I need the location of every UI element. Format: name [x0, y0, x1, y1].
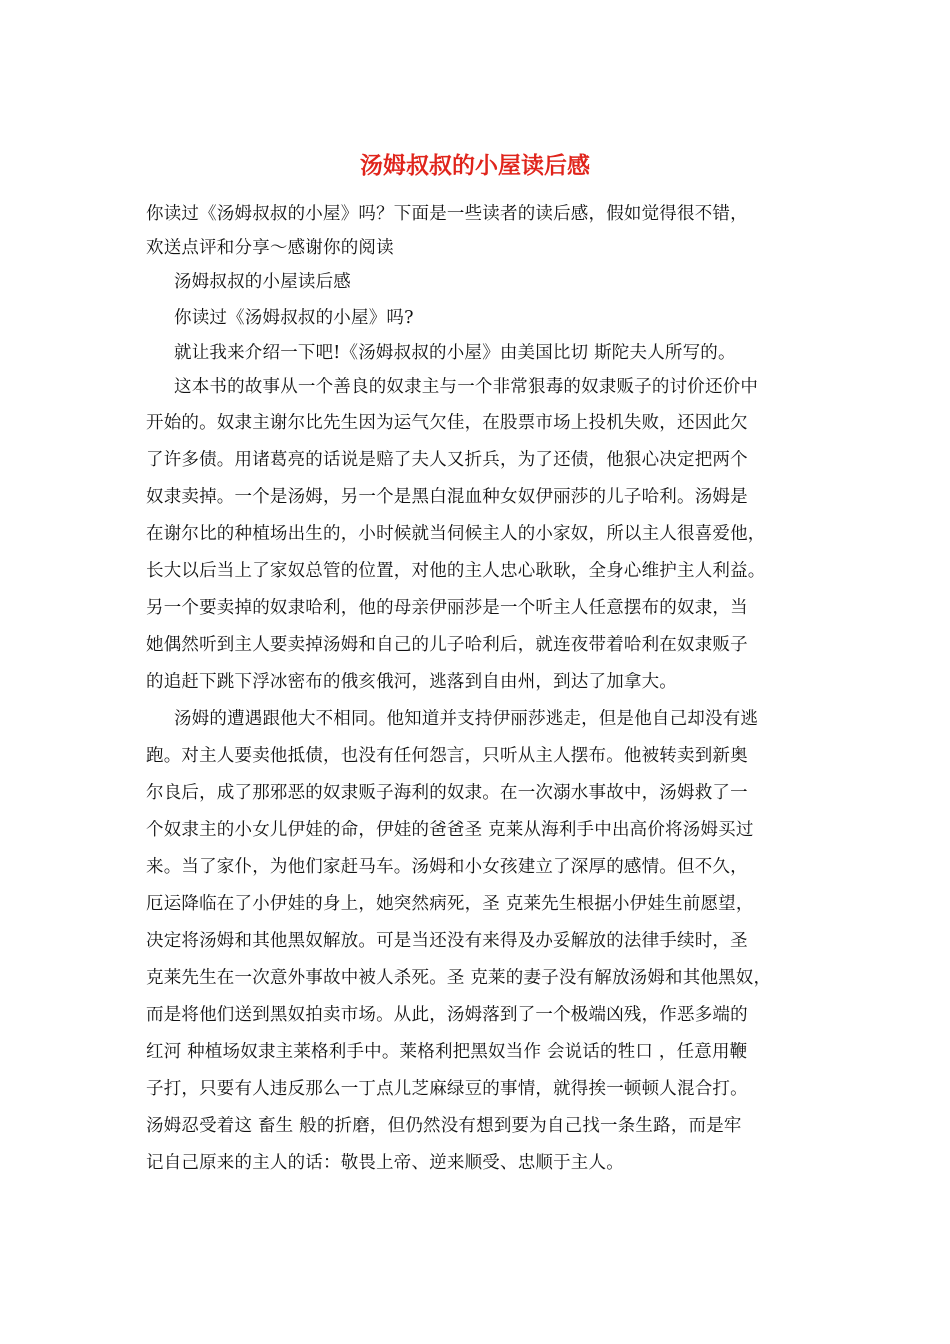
paragraph-line: 汤姆忍受着这 畜生 般的折磨，但仍然没有想到要为自己找一条生路，而是牢 — [146, 1116, 742, 1136]
paragraph-line: 这本书的故事从一个善良的奴隶主与一个非常狠毒的奴隶贩子的讨价还价中 — [174, 377, 759, 397]
paragraph-line: 她偶然听到主人要卖掉汤姆和自己的儿子哈利后，就连夜带着哈利在奴隶贩子 — [146, 635, 748, 655]
paragraph-line: 就让我来介绍一下吧!《汤姆叔叔的小屋》由美国比切 斯陀夫人所写的。 — [174, 343, 736, 363]
paragraph-line: 欢送点评和分享～感谢你的阅读 — [146, 238, 394, 258]
paragraph-line: 而是将他们送到黑奴拍卖市场。从此，汤姆落到了一个极端凶残，作恶多端的 — [146, 1005, 748, 1025]
paragraph-line: 来。当了家仆，为他们家赶马车。汤姆和小女孩建立了深厚的感情。但不久， — [146, 857, 748, 877]
paragraph-line: 子打，只要有人违反那么一丁点儿芝麻绿豆的事情，就得挨一顿顿人混合打。 — [146, 1079, 748, 1099]
paragraph-line: 另一个要卖掉的奴隶哈利，他的母亲伊丽莎是一个听主人任意摆布的奴隶，当 — [146, 598, 748, 618]
paragraph-line: 决定将汤姆和其他黑奴解放。可是当还没有来得及办妥解放的法律手续时，圣 — [146, 931, 748, 951]
paragraph-line: 了许多债。用诸葛亮的话说是赔了夫人又折兵，为了还债，他狠心决定把两个 — [146, 450, 748, 470]
paragraph-line: 你读过《汤姆叔叔的小屋》吗？下面是一些读者的读后感，假如觉得很不错， — [146, 204, 748, 224]
paragraph-line: 的追赶下跳下浮冰密布的俄亥俄河，逃落到自由州，到达了加拿大。 — [146, 672, 677, 692]
paragraph-line: 厄运降临在了小伊娃的身上，她突然病死，圣 克莱先生根据小伊娃生前愿望， — [146, 894, 754, 914]
paragraph-line: 汤姆叔叔的小屋读后感 — [174, 272, 351, 292]
paragraph-line: 克莱先生在一次意外事故中被人杀死。圣 克莱的妻子没有解放汤姆和其他黑奴， — [146, 968, 772, 988]
paragraph-line: 尔良后，成了那邪恶的奴隶贩子海利的奴隶。在一次溺水事故中，汤姆救了一 — [146, 783, 748, 803]
paragraph-line: 长大以后当上了家奴总管的位置，对他的主人忠心耿耿，全身心维护主人利益。 — [146, 561, 766, 581]
paragraph-line: 记自己原来的主人的话：敬畏上帝、逆来顺受、忠顺于主人。 — [146, 1153, 624, 1173]
paragraph-line: 你读过《汤姆叔叔的小屋》吗? — [174, 308, 414, 328]
paragraph-line: 奴隶卖掉。一个是汤姆，另一个是黑白混血种女奴伊丽莎的儿子哈利。汤姆是 — [146, 487, 748, 507]
paragraph-line: 跑。对主人要卖他抵债，也没有任何怨言，只听从主人摆布。他被转卖到新奥 — [146, 746, 748, 766]
document-title: 汤姆叔叔的小屋读后感 — [360, 152, 590, 179]
paragraph-line: 红河 种植场奴隶主莱格利手中。莱格利把黑奴当作 会说话的牲口 ，任意用鞭 — [146, 1042, 748, 1062]
paragraph-line: 开始的。奴隶主谢尔比先生因为运气欠佳，在股票市场上投机失败，还因此欠 — [146, 413, 748, 433]
paragraph-line: 个奴隶主的小女儿伊娃的命，伊娃的爸爸圣 克莱从海利手中出高价将汤姆买过 — [146, 820, 754, 840]
paragraph-line: 汤姆的遭遇跟他大不相同。他知道并支持伊丽莎逃走，但是他自己却没有逃 — [174, 709, 759, 729]
paragraph-line: 在谢尔比的种植场出生的，小时候就当伺候主人的小家奴，所以主人很喜爱他， — [146, 524, 766, 544]
